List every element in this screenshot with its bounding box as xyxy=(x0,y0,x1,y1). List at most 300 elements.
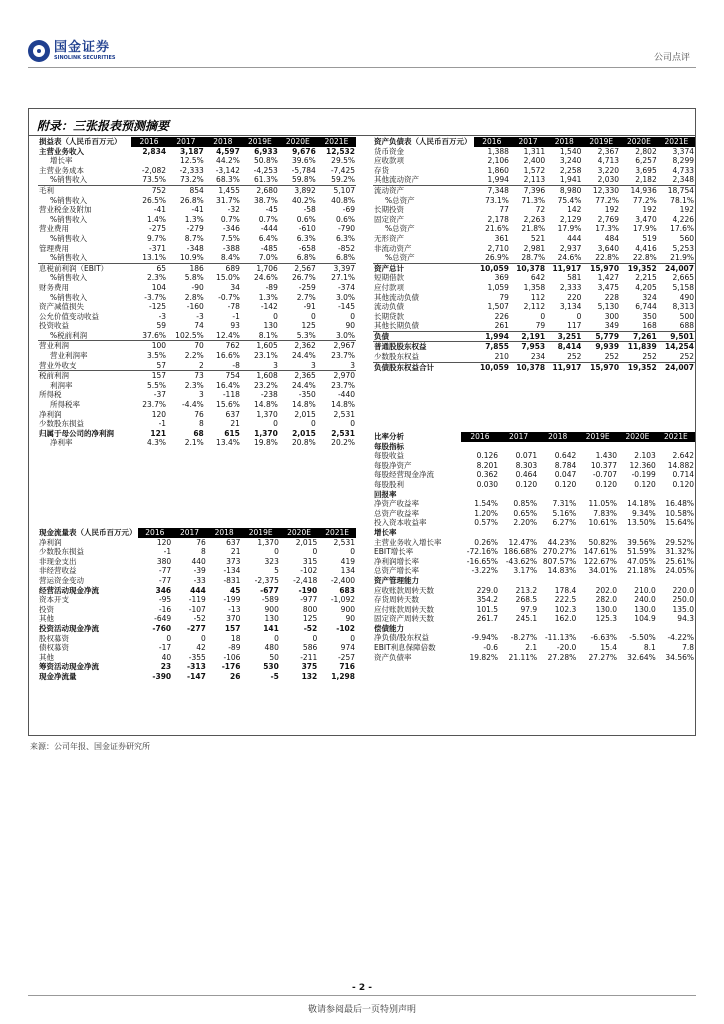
row-label: 主营业务收入增长率 xyxy=(374,537,442,547)
row-value: 3 xyxy=(311,360,316,370)
row-value: -142 xyxy=(260,302,278,312)
row-value: -677 xyxy=(260,585,279,595)
row-value: 31.32% xyxy=(665,547,694,557)
row-value: 20.2% xyxy=(331,438,355,448)
table-row xyxy=(373,509,695,519)
row-value: 21.18% xyxy=(627,566,656,576)
table-row xyxy=(38,586,356,596)
row-value: 500 xyxy=(679,311,694,321)
row-label: 回报率 xyxy=(374,489,397,499)
row-value: 1,608 xyxy=(241,371,279,381)
row-value: 7.5% xyxy=(220,233,240,243)
row-value: 5,130 xyxy=(597,302,620,312)
row-value: 800 xyxy=(302,604,318,614)
year-header: 2019E xyxy=(577,432,618,442)
row-value: 2,362 xyxy=(279,341,317,351)
row-value: -20.0 xyxy=(556,643,577,653)
row-label: 资产负债率 xyxy=(374,652,412,662)
row-label: 营业税金及附加 xyxy=(39,205,92,215)
table-row xyxy=(38,302,356,312)
row-value: 3,187 xyxy=(180,146,204,156)
row-value: 25.61% xyxy=(665,556,694,566)
row-value: -72.16% xyxy=(466,547,499,557)
year-header: 2020E xyxy=(618,432,657,442)
row-value: 226 xyxy=(494,311,509,321)
row-label: 经营活动现金净流 xyxy=(39,585,99,595)
row-value xyxy=(577,624,618,634)
row-value xyxy=(461,624,499,634)
row-value: 8.784 xyxy=(554,460,577,470)
row-value: 586 xyxy=(302,643,318,653)
row-label: 资本开支 xyxy=(39,595,69,605)
year-header: 2016 xyxy=(131,137,167,147)
row-label: %销售收入 xyxy=(50,214,88,224)
row-value: 16.48% xyxy=(665,499,694,509)
row-value xyxy=(657,528,695,538)
row-value xyxy=(499,490,538,500)
row-value: 3,470 xyxy=(635,214,657,224)
row-value: 117 xyxy=(567,321,582,331)
row-value: -1 xyxy=(163,547,172,557)
row-label: 每股净资产 xyxy=(374,460,412,470)
row-label: 普通股股东权益 xyxy=(373,342,474,352)
row-value: 5,779 xyxy=(582,331,620,342)
row-value: 261 xyxy=(494,321,509,331)
row-label: 息税前利润（EBIT） xyxy=(38,263,131,273)
year-header: 2016 xyxy=(474,137,510,147)
row-value: 1,455 xyxy=(205,185,241,195)
row-value: 0 xyxy=(350,311,355,321)
row-label: 每股经营现金净流 xyxy=(374,470,434,480)
table-row xyxy=(373,273,695,283)
row-label: 筹资活动现金净流 xyxy=(39,662,99,672)
year-header: 2020E xyxy=(279,137,317,147)
table-row xyxy=(38,672,356,682)
row-value: 68.3% xyxy=(216,175,240,185)
row-value: 14.18% xyxy=(627,499,656,509)
table-row xyxy=(38,321,356,331)
row-value: 2,191 xyxy=(510,331,546,342)
row-label: 营业费用 xyxy=(39,224,69,234)
row-value: 42 xyxy=(196,643,206,653)
row-value: -119 xyxy=(188,595,206,605)
row-value: 76 xyxy=(196,537,206,547)
row-value: -95 xyxy=(158,595,172,605)
row-value: 100 xyxy=(131,341,167,351)
row-value: 1,388 xyxy=(487,146,509,156)
row-label: 应收账款周转天数 xyxy=(374,585,434,595)
table-row xyxy=(373,538,695,548)
row-value: 2.642 xyxy=(672,451,694,461)
row-value: -102 xyxy=(336,623,355,633)
row-value: -160 xyxy=(186,302,204,312)
row-value: 369 xyxy=(494,273,509,283)
row-value: -257 xyxy=(337,652,355,662)
row-value: 0.7% xyxy=(258,214,278,224)
table-header-row xyxy=(38,137,356,147)
table-row xyxy=(373,283,695,293)
row-value: 73.1% xyxy=(485,195,509,205)
row-value: 10,059 xyxy=(474,362,510,372)
row-label: 投资活动现金净流 xyxy=(39,623,99,633)
row-value: 12.5% xyxy=(179,156,204,166)
ratio-analysis-table xyxy=(373,432,695,662)
row-value: 73 xyxy=(167,371,205,381)
row-value: 2.3% xyxy=(184,380,204,390)
year-header: 2018 xyxy=(207,528,242,538)
year-header: 2019E xyxy=(582,137,620,147)
row-value: 4,226 xyxy=(672,214,694,224)
row-label: 固定资产 xyxy=(374,214,404,224)
row-value: 2,400 xyxy=(523,156,546,166)
row-value: 186.68% xyxy=(503,547,538,557)
row-value: 12,330 xyxy=(582,185,620,195)
row-value: 2,981 xyxy=(523,243,546,253)
row-value: -348 xyxy=(186,243,204,253)
row-value: 2,367 xyxy=(597,146,620,156)
row-value xyxy=(461,490,499,500)
table-row xyxy=(373,633,695,643)
row-value: 121 xyxy=(150,428,167,438)
row-value: 250.0 xyxy=(672,595,694,605)
row-value: 350 xyxy=(642,311,657,321)
row-value: 0.642 xyxy=(554,451,577,461)
row-value: -977 xyxy=(300,595,318,605)
row-value: -39 xyxy=(193,566,206,576)
row-label: 归属于母公司的净利润 xyxy=(39,428,114,438)
table-row xyxy=(373,302,695,312)
row-value: 26.7% xyxy=(291,273,316,283)
row-value: -32 xyxy=(227,205,240,215)
row-label: 其他流动资产 xyxy=(374,175,419,185)
row-value: -41 xyxy=(191,205,204,215)
income-statement-table xyxy=(38,137,356,448)
row-value: 147.61% xyxy=(583,547,618,557)
table-row xyxy=(38,312,356,322)
row-value: 78.1% xyxy=(670,195,694,205)
row-value: 50.8% xyxy=(254,156,278,166)
row-label: %销售收入 xyxy=(50,253,88,263)
row-value xyxy=(618,576,657,586)
row-value: -259 xyxy=(298,282,316,292)
footer-disclaimer: 敬请参阅最后一页特别声明 xyxy=(307,1005,416,1015)
row-value: 354.2 xyxy=(476,595,499,605)
row-value: 0.120 xyxy=(554,479,577,489)
row-value: 23.1% xyxy=(254,351,278,361)
row-value: 9,939 xyxy=(582,342,620,352)
row-value: 44.2% xyxy=(216,156,240,166)
row-value: 268.5 xyxy=(515,595,538,605)
row-value: 112 xyxy=(530,292,546,302)
row-value: 26.5% xyxy=(142,195,167,205)
row-value: 252 xyxy=(679,352,694,362)
row-value: -313 xyxy=(187,662,206,672)
row-value: -107 xyxy=(188,604,206,614)
row-value: 10.61% xyxy=(588,518,618,528)
year-header: 2020E xyxy=(280,528,318,538)
row-value: 0 xyxy=(273,419,278,429)
row-value: -3 xyxy=(196,311,204,321)
table-row xyxy=(38,166,356,176)
row-value: 130 xyxy=(264,614,279,624)
row-label: %销售收入 xyxy=(50,273,88,283)
row-value: 4,597 xyxy=(216,146,240,156)
row-label: 增长率 xyxy=(374,527,397,537)
row-value: -374 xyxy=(337,282,355,292)
row-value: 162.0 xyxy=(554,614,577,624)
row-value: 1,370 xyxy=(257,537,279,547)
row-label: 应收款项 xyxy=(374,156,404,166)
row-value: 20.8% xyxy=(291,438,316,448)
row-value: 2,834 xyxy=(142,146,167,156)
row-value: 444 xyxy=(190,585,206,595)
row-value xyxy=(657,576,695,586)
row-value: 0.120 xyxy=(634,479,656,489)
row-value: 6.4% xyxy=(258,233,278,243)
row-value: 14.8% xyxy=(291,400,316,410)
row-value: -90 xyxy=(191,282,204,292)
row-value: 22.8% xyxy=(595,253,620,263)
row-value: 21.9% xyxy=(670,253,694,263)
row-value: -190 xyxy=(298,585,318,595)
row-value: 17.9% xyxy=(632,224,657,234)
row-value: 10,378 xyxy=(510,362,546,372)
row-value: 1,605 xyxy=(241,341,279,351)
row-label: 管理费用 xyxy=(39,243,69,253)
row-label: %总资产 xyxy=(385,253,415,263)
table-row xyxy=(38,595,356,605)
balance-sheet-table xyxy=(373,137,695,372)
row-value: 1,370 xyxy=(254,428,278,438)
row-value: 18,754 xyxy=(658,185,695,195)
row-label: 流动资产 xyxy=(373,185,474,195)
row-value: 2,015 xyxy=(294,409,316,419)
row-value: 1,298 xyxy=(331,671,355,681)
table-row xyxy=(38,156,356,166)
row-value: 19.82% xyxy=(469,652,499,662)
row-value: 10,059 xyxy=(474,263,510,273)
row-value: 300 xyxy=(604,311,620,321)
year-header: 2019E xyxy=(241,137,279,147)
row-value: 0 xyxy=(274,633,279,643)
row-value: 14,936 xyxy=(620,185,658,195)
row-value: -69 xyxy=(342,205,355,215)
row-label: 增长率 xyxy=(50,156,73,166)
row-value: 9,501 xyxy=(658,331,695,342)
row-value: 3,251 xyxy=(546,331,582,342)
row-value: 2.20% xyxy=(513,518,538,528)
row-value: 2,567 xyxy=(279,263,317,273)
row-value: 7,953 xyxy=(510,342,546,352)
row-value: 3.17% xyxy=(513,566,538,576)
row-value: 6,744 xyxy=(635,302,657,312)
row-label: 投资收益 xyxy=(39,321,69,331)
header-divider xyxy=(28,67,696,68)
table-row xyxy=(38,381,356,391)
row-value: 8,313 xyxy=(672,302,694,312)
row-value: 50 xyxy=(269,652,279,662)
row-label: 应付款项 xyxy=(374,282,404,292)
table-row xyxy=(373,312,695,322)
row-value: 854 xyxy=(167,185,205,195)
row-value: 9,676 xyxy=(292,146,316,156)
table-row xyxy=(38,576,356,586)
row-value: -45 xyxy=(265,205,278,215)
table-row xyxy=(373,576,695,586)
row-label: %总资产 xyxy=(385,195,415,205)
table-row xyxy=(38,624,356,634)
row-value: -77 xyxy=(158,575,172,585)
row-value: -5.50% xyxy=(629,633,656,643)
row-value: 762 xyxy=(205,341,241,351)
row-label: 短期借款 xyxy=(374,273,404,283)
row-value: 16.6% xyxy=(216,351,240,361)
row-label: 资产减值损失 xyxy=(39,302,84,312)
row-value: 14.8% xyxy=(254,400,278,410)
row-value: 480 xyxy=(264,643,279,653)
table-row xyxy=(373,147,695,157)
table-row xyxy=(38,605,356,615)
row-value: 24.6% xyxy=(254,273,278,283)
row-value: 6.8% xyxy=(296,253,316,263)
row-value xyxy=(538,442,577,452)
row-value: 0 xyxy=(274,547,279,557)
row-value: 157 xyxy=(131,371,167,381)
row-value: 900 xyxy=(264,604,279,614)
row-value: 974 xyxy=(340,643,355,653)
row-value: 24.4% xyxy=(291,380,316,390)
row-value: 1.4% xyxy=(146,214,167,224)
row-value: 5,107 xyxy=(317,185,356,195)
row-value: -1 xyxy=(232,311,240,321)
row-value: 8.4% xyxy=(220,253,240,263)
row-value: 637 xyxy=(226,537,241,547)
page-number: - 2 - xyxy=(352,983,372,993)
row-value: 168 xyxy=(642,321,657,331)
table-header-row xyxy=(373,137,695,147)
row-label: 长期投资 xyxy=(374,205,404,215)
table-row xyxy=(373,461,695,471)
row-value: 23 xyxy=(160,662,172,672)
row-value: 5.16% xyxy=(552,508,577,518)
row-value: 26.8% xyxy=(179,195,204,205)
row-label: 长期贷款 xyxy=(374,311,404,321)
row-value: 8.303 xyxy=(515,460,538,470)
row-value: -89 xyxy=(228,643,241,653)
row-value: 6.3% xyxy=(296,233,316,243)
row-label: 净利润增长率 xyxy=(374,556,419,566)
row-value xyxy=(538,490,577,500)
row-value xyxy=(657,490,695,500)
row-value: 1,941 xyxy=(559,175,582,185)
row-value: 7.83% xyxy=(593,508,618,518)
row-label: 少数股东权益 xyxy=(374,352,419,362)
row-value: 3,475 xyxy=(597,282,620,292)
row-value: 0.362 xyxy=(476,470,499,480)
row-value: 134 xyxy=(340,566,355,576)
row-value: 370 xyxy=(226,614,241,624)
table-row xyxy=(373,490,695,500)
row-value: 2,129 xyxy=(559,214,582,224)
row-value: 0 xyxy=(311,419,316,429)
row-label: 其他流动负债 xyxy=(374,292,419,302)
row-value: 1,572 xyxy=(523,165,546,175)
row-value: 130.0 xyxy=(595,604,618,614)
row-value: 0.6% xyxy=(296,214,316,224)
row-value xyxy=(538,624,577,634)
table-row xyxy=(38,662,356,672)
row-value: 6.27% xyxy=(552,518,577,528)
row-value: 50.82% xyxy=(588,537,618,547)
row-value: 3.0% xyxy=(335,330,355,340)
row-value: 120 xyxy=(151,409,167,419)
table-row xyxy=(38,196,356,206)
row-value: 97.9 xyxy=(520,604,538,614)
row-value xyxy=(577,490,618,500)
row-label: 总资产收益率 xyxy=(374,508,419,518)
row-value: 2,531 xyxy=(333,409,355,419)
row-value: 93 xyxy=(230,321,240,331)
table-row xyxy=(373,185,695,195)
row-value: 2,348 xyxy=(672,175,694,185)
row-value: 1,860 xyxy=(487,165,509,175)
row-value xyxy=(461,442,499,452)
row-value: 75.4% xyxy=(557,195,582,205)
row-value: 0.714 xyxy=(672,470,694,480)
row-label: 财务费用 xyxy=(39,282,69,292)
row-value: 0 xyxy=(312,633,318,643)
row-value: 12.47% xyxy=(508,537,538,547)
table-row xyxy=(373,528,695,538)
row-label: 偿债能力 xyxy=(374,623,404,633)
row-value: 1.20% xyxy=(474,508,499,518)
row-value: -211 xyxy=(300,652,318,662)
row-value: 28.7% xyxy=(521,253,546,263)
row-value: 7,396 xyxy=(510,185,546,195)
row-value: 5.8% xyxy=(184,273,204,283)
row-label: 负债股东权益合计 xyxy=(373,362,474,372)
row-value: 4,205 xyxy=(635,282,657,292)
row-value: 1,358 xyxy=(523,282,546,292)
row-value: -9.94% xyxy=(471,633,499,643)
row-value: 3.5% xyxy=(146,351,167,361)
row-value: 11.05% xyxy=(588,499,618,509)
row-label: %销售收入 xyxy=(50,195,88,205)
row-value: 2,015 xyxy=(295,537,318,547)
row-value: 125.3 xyxy=(595,614,618,624)
row-label: 营业利润 xyxy=(38,341,131,351)
row-value: 252 xyxy=(642,352,657,362)
table-row xyxy=(38,400,356,410)
table-row xyxy=(373,331,695,342)
table-row xyxy=(38,283,356,293)
row-value: 375 xyxy=(301,662,318,672)
row-value xyxy=(461,576,499,586)
table-row xyxy=(373,605,695,615)
row-value: 79 xyxy=(535,321,546,331)
row-label: 投资 xyxy=(39,604,54,614)
table-row xyxy=(38,147,356,157)
row-value: 222.5 xyxy=(554,595,577,605)
row-value: 688 xyxy=(679,321,694,331)
row-value: 29.5% xyxy=(331,156,355,166)
row-value: 6,933 xyxy=(254,146,278,156)
row-value: 2,113 xyxy=(523,175,546,185)
row-label: 非经营收益 xyxy=(39,566,77,576)
row-value: 2.3% xyxy=(146,273,167,283)
row-value: 186 xyxy=(167,263,205,273)
row-value: -0.199 xyxy=(631,470,656,480)
